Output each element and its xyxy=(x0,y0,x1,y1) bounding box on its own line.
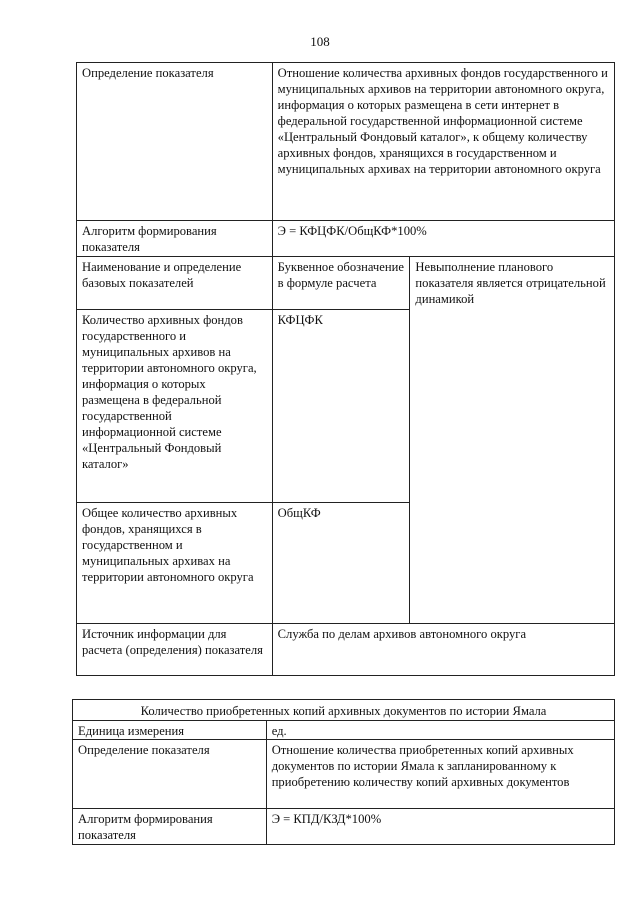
source-row xyxy=(77,624,615,676)
source-text: Служба по делам архивов автономного округа xyxy=(272,624,614,676)
base-row-symbol: КФЦФК xyxy=(272,310,410,503)
unit-value: ед. xyxy=(266,721,614,740)
definition-label: Определение показателя xyxy=(77,63,273,221)
base-note: Невыполнение планового показателя является отрицательной динамикой xyxy=(410,257,615,624)
algorithm-label: Алгоритм формирования показателя xyxy=(77,221,273,257)
algorithm-row xyxy=(77,221,615,257)
source-label: Источник информации для расчета (определения) показателя xyxy=(77,624,273,676)
algorithm-formula: Э = КФЦФК/ОбщКФ*100% xyxy=(272,221,614,257)
base-row-symbol: ОбщКФ xyxy=(272,503,410,624)
indicator-table-archive-copies xyxy=(72,699,615,845)
definition-row xyxy=(77,63,615,221)
base-header-row xyxy=(77,257,615,310)
algorithm-row xyxy=(73,809,615,845)
algorithm-label: Алгоритм формирования показателя xyxy=(73,809,267,845)
base-header-symbol: Буквенное обозначение в формуле расчета xyxy=(272,257,410,310)
algorithm-formula: Э = КПД/КЗД*100% xyxy=(266,809,614,845)
base-row-name: Количество архивных фондов государственного и муниципальных архивов на территории автономного округа, информация о которых размещена в федеральной государственной информационной системе «Центральный Фондовый каталог» xyxy=(77,310,273,503)
indicator-title: Количество приобретенных копий архивных документов по истории Ямала xyxy=(73,700,615,721)
base-header-name: Наименование и определение базовых показателей xyxy=(77,257,273,310)
unit-row xyxy=(73,721,615,740)
definition-text: Отношение количества архивных фондов государственного и муниципальных архивов на территории автономного округа, информация о которых размещена в сети интернет в федеральной государственной информационной системе «Центральный Фондовый каталог», к общему количеству архивных фондов, хранящихся в государственном и муниципальных архивах на территории автономного округа xyxy=(272,63,614,221)
definition-text: Отношение количества приобретенных копий архивных документов по истории Ямала к запланированному к приобретению количеству копий архивных документов xyxy=(266,740,614,809)
page-number: 108 xyxy=(310,34,330,49)
base-row-name: Общее количество архивных фондов, хранящихся в государственном и муниципальных архивах на территории автономного округа xyxy=(77,503,273,624)
unit-label: Единица измерения xyxy=(73,721,267,740)
definition-label: Определение показателя xyxy=(73,740,267,809)
title-row xyxy=(73,700,615,721)
definition-row xyxy=(73,740,615,809)
indicator-table-archive-funds xyxy=(76,62,615,676)
